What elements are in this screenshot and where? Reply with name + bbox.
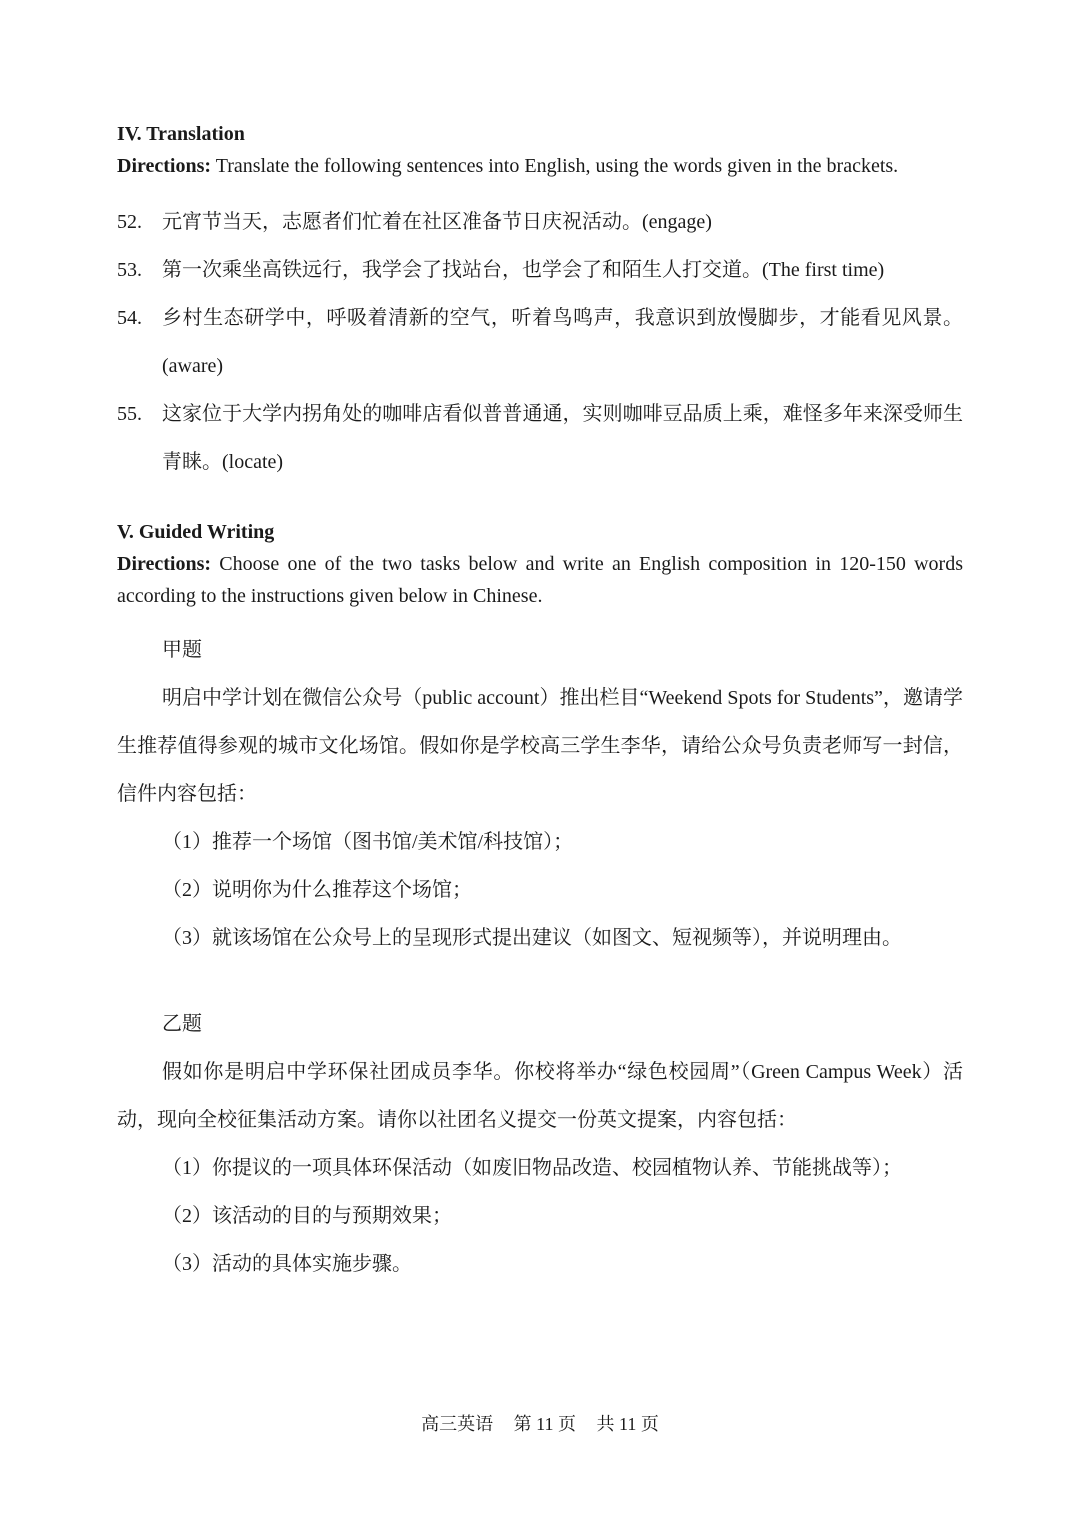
question-text: 元宵节当天，志愿者们忙着在社区准备节日庆祝活动。(engage) — [162, 211, 712, 233]
question-text: 这家位于大学内拐角处的咖啡店看似普普通通，实则咖啡豆品质上乘，难怪多年来深受师生青睐。(locate) — [162, 403, 963, 473]
task-b-item-3: （3）活动的具体实施步骤。 — [162, 1253, 412, 1275]
directions-label: Directions: — [117, 155, 212, 177]
directions-text: Choose one of the two tasks below and write an English composition in 120-150 words according to the instructions given below in Chinese. — [117, 553, 963, 607]
directions-text: Translate the following sentences into English, using the words given in the brackets. — [211, 155, 899, 177]
translation-directions — [117, 150, 963, 182]
footer-total-pages: 共 11 页 — [596, 1414, 659, 1434]
question-number: 54. — [117, 307, 142, 329]
task-a-prompt: 明启中学计划在微信公众号（public account）推出栏目“Weekend Spots for Students”，邀请学生推荐值得参观的城市文化场馆。假如你是学校高三学生李华，请给公众号负责老师写一封信，信件内容包括： — [117, 687, 963, 805]
question-text: 第一次乘坐高铁远行，我学会了找站台，也学会了和陌生人打交道。(The first time) — [162, 259, 885, 281]
page-footer — [0, 1410, 1080, 1438]
question-53 — [117, 246, 963, 294]
exam-page — [117, 118, 963, 1288]
writing-directions — [117, 548, 963, 612]
section-heading-guided-writing: V. Guided Writing — [117, 521, 275, 543]
task-a-item-1: （1）推荐一个场馆（图书馆/美术馆/科技馆）； — [162, 831, 574, 853]
question-55 — [117, 390, 963, 486]
task-b-item-2: （2）该活动的目的与预期效果； — [162, 1205, 452, 1227]
task-b-prompt: 假如你是明启中学环保社团成员李华。你校将举办“绿色校园周”（Green Campus Week）活动，现向全校征集活动方案。请你以社团名义提交一份英文提案，内容包括： — [117, 1061, 963, 1131]
translation-question-list — [117, 198, 963, 486]
task-a-item-3: （3）就该场馆在公众号上的呈现形式提出建议（如图文、短视频等），并说明理由。 — [162, 927, 902, 949]
footer-page-number: 第 11 页 — [513, 1414, 576, 1434]
section-heading-translation: IV. Translation — [117, 123, 245, 145]
task-b-item-1: （1）你提议的一项具体环保活动（如废旧物品改造、校园植物认养、节能挑战等）； — [162, 1157, 902, 1179]
directions-label: Directions: — [117, 553, 212, 575]
task-b-title: 乙题 — [162, 1013, 202, 1035]
question-text: 乡村生态研学中，呼吸着清新的空气，听着鸟鸣声，我意识到放慢脚步，才能看见风景。(aware) — [162, 307, 963, 377]
question-number: 55. — [117, 403, 142, 425]
question-54 — [117, 294, 963, 390]
question-number: 53. — [117, 259, 142, 281]
task-a-item-2: （2）说明你为什么推荐这个场馆； — [162, 879, 472, 901]
question-number: 52. — [117, 211, 142, 233]
task-a-title: 甲题 — [162, 639, 202, 661]
question-52 — [117, 198, 963, 246]
footer-subject: 高三英语 — [421, 1414, 494, 1434]
